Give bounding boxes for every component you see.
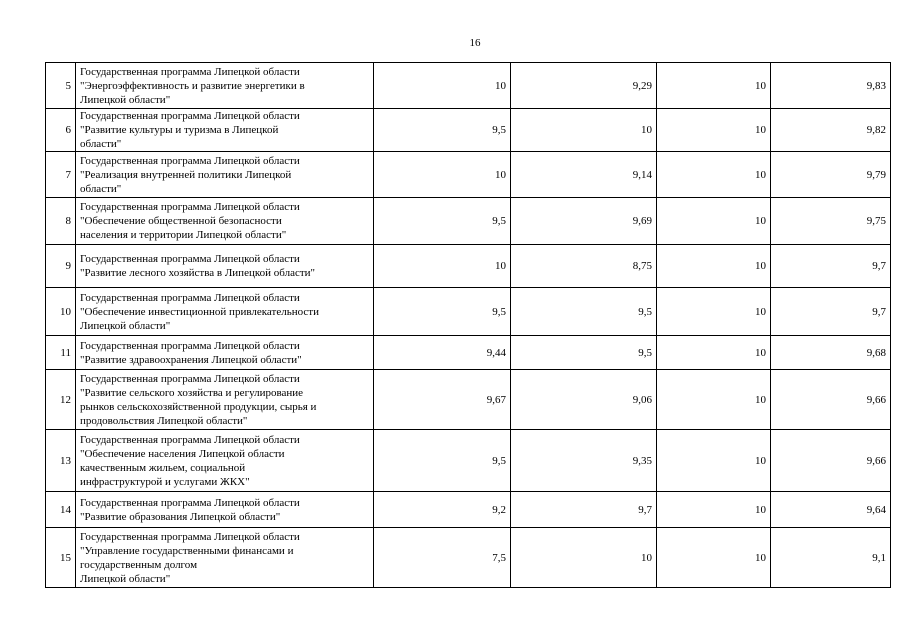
score-cell-3: 10: [657, 109, 771, 152]
table-row: [46, 198, 891, 245]
score-cell-3: 10: [657, 430, 771, 492]
program-name-line: области": [80, 182, 122, 195]
score-cell-2: 10: [511, 528, 657, 588]
program-name-line: "Управление государственными финансами и: [80, 544, 294, 557]
row-number-cell: 10: [46, 288, 76, 336]
program-name-line: Государственная программа Липецкой области: [80, 530, 300, 543]
score-cell-2: 9,69: [511, 198, 657, 245]
score-cell-4: 9,66: [771, 370, 891, 430]
row-number-cell: 6: [46, 109, 76, 152]
program-name-line: Государственная программа Липецкой области: [80, 154, 300, 167]
program-name-cell: [76, 288, 374, 336]
score-cell-3: 10: [657, 336, 771, 370]
program-name-line: Государственная программа Липецкой области: [80, 339, 300, 352]
score-cell-1: 9,44: [374, 336, 511, 370]
program-name-line: качественным жильем, социальной: [80, 461, 246, 474]
program-name-line: Государственная программа Липецкой области: [80, 201, 300, 213]
score-cell-2: 9,5: [511, 288, 657, 336]
program-name-line: Государственная программа Липецкой области: [80, 253, 300, 265]
program-name-line: Государственная программа Липецкой области: [80, 65, 300, 78]
row-number-cell: 9: [46, 245, 76, 288]
program-name-cell: [76, 152, 374, 198]
program-name-cell: [76, 370, 374, 430]
score-cell-3: 10: [657, 528, 771, 588]
row-number-cell: 14: [46, 492, 76, 528]
table-row: [46, 336, 891, 370]
row-number-cell: 12: [46, 370, 76, 430]
score-cell-1: 10: [374, 152, 511, 198]
table-row: [46, 63, 891, 109]
program-name-line: Государственная программа Липецкой области: [80, 291, 300, 304]
score-cell-4: 9,79: [771, 152, 891, 198]
program-name-line: "Реализация внутренней политики Липецкой: [80, 168, 292, 181]
score-cell-2: 8,75: [511, 245, 657, 288]
score-cell-2: 10: [511, 109, 657, 152]
table-row: [46, 245, 891, 288]
table-row: [46, 288, 891, 336]
program-name-line: "Энергоэффективность и развитие энергетики в: [80, 79, 305, 92]
score-cell-3: 10: [657, 63, 771, 109]
score-cell-1: 10: [374, 245, 511, 288]
score-cell-3: 10: [657, 245, 771, 288]
score-cell-4: 9,64: [771, 492, 891, 528]
program-name-line: Липецкой области": [80, 572, 171, 585]
score-cell-2: 9,29: [511, 63, 657, 109]
score-cell-2: 9,06: [511, 370, 657, 430]
page-number: 16: [469, 37, 481, 49]
program-name-line: продовольствия Липецкой области": [80, 414, 248, 427]
program-name-line: Липецкой области": [80, 319, 171, 332]
program-name-cell: [76, 198, 374, 245]
score-cell-4: 9,1: [771, 528, 891, 588]
score-cell-2: 9,7: [511, 492, 657, 528]
program-name-line: "Развитие сельского хозяйства и регулирование: [80, 386, 304, 399]
row-number-cell: 8: [46, 198, 76, 245]
program-name-cell: [76, 245, 374, 288]
score-cell-1: 9,5: [374, 288, 511, 336]
program-name-cell: [76, 336, 374, 370]
score-cell-2: 9,14: [511, 152, 657, 198]
score-cell-1: 7,5: [374, 528, 511, 588]
row-number-cell: 5: [46, 63, 76, 109]
score-cell-4: 9,75: [771, 198, 891, 245]
program-name-line: государственным долгом: [80, 558, 198, 571]
score-cell-4: 9,82: [771, 109, 891, 152]
score-cell-3: 10: [657, 370, 771, 430]
score-cell-3: 10: [657, 288, 771, 336]
score-cell-4: 9,7: [771, 288, 891, 336]
program-name-line: "Обеспечение инвестиционной привлекательности: [80, 305, 319, 318]
score-cell-1: 9,5: [374, 109, 511, 152]
program-name-cell: [76, 109, 374, 152]
program-name-line: Липецкой области": [80, 93, 171, 106]
table-row: [46, 370, 891, 430]
score-cell-2: 9,35: [511, 430, 657, 492]
program-name-cell: [76, 492, 374, 528]
program-name-line: инфраструктурой и услугами ЖКХ": [80, 475, 250, 488]
score-cell-1: 9,5: [374, 198, 511, 245]
score-cell-4: 9,68: [771, 336, 891, 370]
program-name-cell: [76, 528, 374, 588]
score-cell-1: 9,67: [374, 370, 511, 430]
table-row: [46, 430, 891, 492]
table-body: [46, 63, 891, 588]
program-name-line: Государственная программа Липецкой области: [80, 372, 300, 385]
table-row: [46, 152, 891, 198]
row-number-cell: 7: [46, 152, 76, 198]
table-row: [46, 492, 891, 528]
score-cell-4: 9,66: [771, 430, 891, 492]
row-number-cell: 15: [46, 528, 76, 588]
score-cell-4: 9,7: [771, 245, 891, 288]
program-name-cell: [76, 430, 374, 492]
program-name-line: населения и территории Липецкой области": [80, 229, 287, 241]
row-number-cell: 13: [46, 430, 76, 492]
program-name-line: Государственная программа Липецкой области: [80, 433, 300, 446]
score-cell-1: 9,5: [374, 430, 511, 492]
row-number-cell: 11: [46, 336, 76, 370]
program-name-line: "Обеспечение населения Липецкой области: [80, 447, 285, 460]
program-name-line: "Развитие лесного хозяйства в Липецкой области": [80, 267, 316, 279]
program-name-line: "Развитие образования Липецкой области": [80, 510, 281, 523]
program-name-line: рынков сельскохозяйственной продукции, сырья и: [80, 400, 317, 413]
program-name-line: Государственная программа Липецкой области: [80, 110, 300, 122]
program-name-cell: [76, 63, 374, 109]
score-cell-3: 10: [657, 492, 771, 528]
score-cell-2: 9,5: [511, 336, 657, 370]
program-name-line: Государственная программа Липецкой области: [80, 496, 300, 509]
score-cell-3: 10: [657, 198, 771, 245]
table-row: [46, 528, 891, 588]
score-cell-4: 9,83: [771, 63, 891, 109]
score-cell-3: 10: [657, 152, 771, 198]
program-rating-table: [45, 62, 891, 588]
table-row: [46, 109, 891, 152]
program-name-line: "Развитие здравоохранения Липецкой области": [80, 353, 302, 366]
program-name-line: "Обеспечение общественной безопасности: [80, 215, 282, 227]
score-cell-1: 10: [374, 63, 511, 109]
score-cell-1: 9,2: [374, 492, 511, 528]
program-name-line: "Развитие культуры и туризма в Липецкой: [80, 124, 279, 136]
program-name-line: области": [80, 138, 122, 150]
